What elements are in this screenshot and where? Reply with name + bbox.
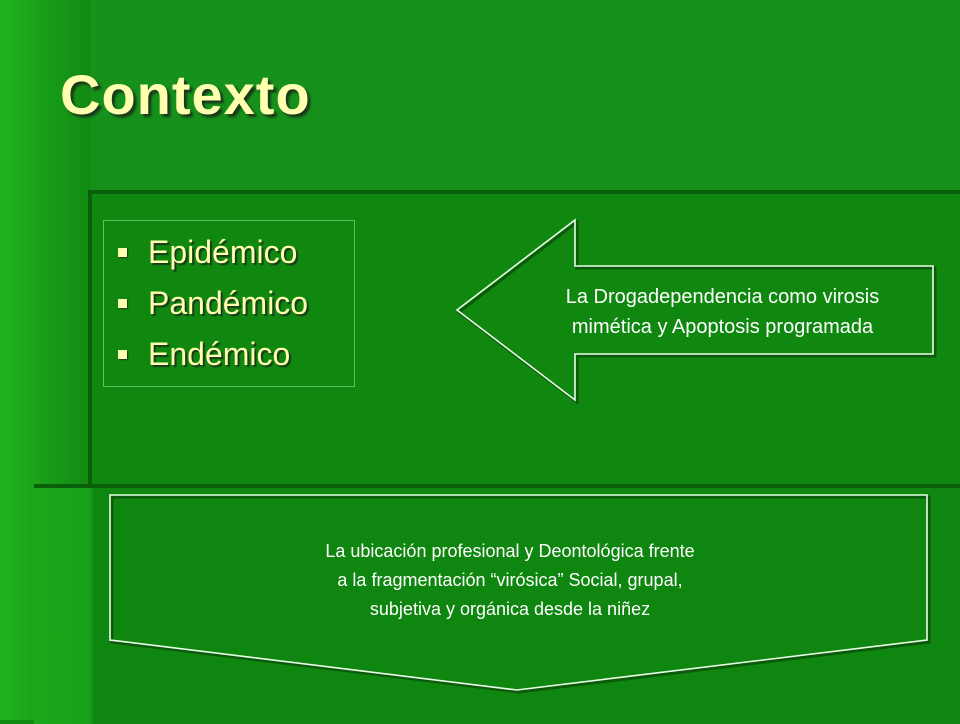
arrow-callout-line: La Drogadependencia como virosis — [565, 286, 880, 308]
arrow-callout-line: mimética y Apoptosis programada — [571, 316, 874, 338]
slide-title: Contexto — [60, 63, 311, 126]
bullet-label: Pandémico — [148, 285, 309, 321]
banner-line: La ubicación profesional y Deontológica frente — [325, 541, 695, 561]
arrow-callout-text — [500, 282, 945, 342]
banner-line: subjetiva y orgánica desde la niñez — [369, 599, 651, 619]
bullet-label: Endémico — [148, 336, 291, 372]
banner-line: a la fragmentación “virósica” Social, grupal, — [337, 570, 683, 590]
bullet-label: Epidémico — [148, 234, 298, 270]
banner-text — [230, 537, 790, 624]
